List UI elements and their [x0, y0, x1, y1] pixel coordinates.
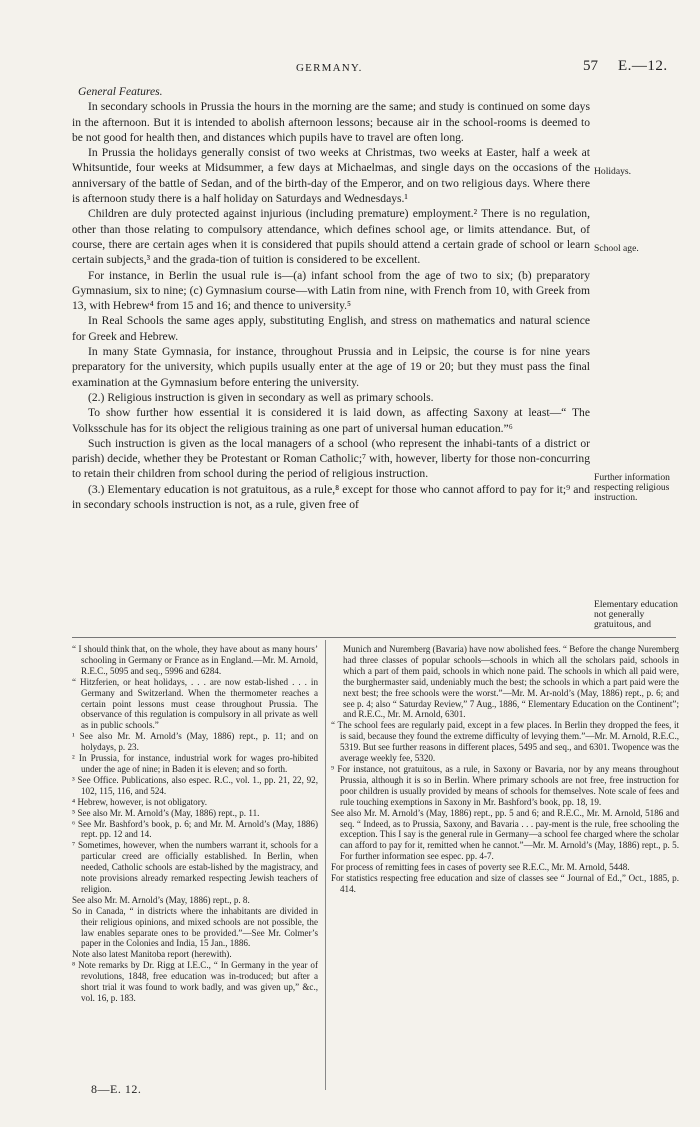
footnote: ² In Prussia, for instance, industrial work for wages pro-hibited under the age of nine; in Baden it is eleven; and so forth. — [72, 753, 318, 774]
margin-note-elementary: Elementary education not generally gratuitous, and — [594, 599, 678, 630]
margin-note-holidays: Holidays. — [594, 166, 632, 177]
footnote: For process of remitting fees in cases of poverty see R.E.C., Mr. M. Arnold, 5448. — [331, 862, 630, 873]
footnote-continued: Munich and Nuremberg (Bavaria) have now abolished fees. “ Before the change Nuremberg had three classes of popular schools—schools in which all the scholars paid, schools in which a part of them paid, schools in which none paid. The schools in which all paid were, the burghermaster said, undeniably much the best; the schools in which a part paid were the next best; the free schools were the worst.”—Mr. M. Ar-nold’s (May, 1886) rept., p. 6; and see p. 4; also “ Saturday Review,” 7 Aug., 1886, “ Elementary Education on the Continent”; and R.E.C., Mr. M. Arnold, 6301. — [343, 644, 679, 720]
footnote: ⁶ See Mr. Bashford’s book, p. 6; and Mr. M. Arnold’s (May, 1886) rept. pp. 12 and 14. — [72, 818, 318, 840]
footnote: So in Canada, “ in districts where the inhabitants are divided in their religious opinions, and mixed schools are not possible, the law enables separate ones to be provided.”—See Mr. Colmer’s paper in the Colonies and India, 15 Jan., 1886. — [72, 905, 318, 949]
document-reference: E.—12. — [618, 58, 668, 74]
paragraph-school-age: Children are duly protected against injurious (including premature) employment.² There is no regulation, other than those relating to compulsory attendance, which defines school age, or limits attendance. But, of course, there are certain ages when it is considered that pupils should attend a certain grade of school or learn certain subjects,³ and the grada-tion of tuition is considered to be excellent. — [72, 207, 590, 267]
footnote: See also Mr. M. Arnold’s (May, 1886) rept., p. 8. — [72, 894, 250, 905]
margin-note-school-age: School age. — [594, 243, 639, 254]
footnote: ⁸ Note remarks by Dr. Rigg at I.E.C., “ In Germany in the year of revolutions, 1848, free education was in-troduced; but after a short trial it was found to work badly, and was given up,” &c., vol. 16, p. 183. — [72, 960, 318, 1003]
footnote-quote: “ The school fees are regularly paid, except in a few places. In Berlin they dropped the fees, it is said, because they found the extreme difficulty of levying them.”—Mr. M. Arnold, R.E.C., 5319. But see further reasons in different places, 5495 and seq., and 6301. Twopence was the average weekly fee, 5320. — [331, 720, 679, 764]
footnote-divider — [72, 637, 676, 638]
paragraph-gymnasia: In many State Gymnasia, for instance, throughout Prussia and in Leipsic, the course is for nine years preparatory for the university, which pupils usually enter at the age of 19 or 20; but they must pass the final examination at the Gymnasium before entering the university. — [72, 345, 590, 389]
footnote: See also Mr. M. Arnold’s (May, 1886) rept., pp. 5 and 6; and R.E.C., Mr. M. Arnold, 5186 and seq. “ Indeed, as to Prussia, Saxony, and Bavaria . . . pay-ment is the rule, free schooling the exception. This I say is the general rule in Germany—a school fee charged where the scholar can afford to pay for it, remitted when he cannot.”—Mr. M. Arnold’s (May, 1886) rept., p. 5. For further information see espec. pp. 4-7. — [331, 807, 679, 862]
paragraph-berlin-rule: For instance, in Berlin the usual rule is—(a) infant school from the age of two to six; (b) preparatory Gymnasium, six to nine; (c) Gymnasium course—with Latin from nine, with French from 10, with Greek from 13, with Hebrew⁴ from 15 and 16; and thence to university.⁵ — [72, 268, 590, 313]
footnotes-right-column — [331, 644, 679, 895]
paragraph-elementary: (3.) Elementary education is not gratuitous, as a rule,⁸ except for those who cannot afford to pay for it;⁹ and in secondary schools instruction is not, as a rule, given free of — [72, 482, 590, 512]
paragraph-hours: In secondary schools in Prussia the hours in the morning are the same; and study is continued on some days in the afternoon. But it is intended to abolish afternoon lessons; because air in the school-rooms is deemed to be not good for health then, and distances which pupils have to travel are often long. — [72, 100, 590, 144]
footnote: ⁷ Sometimes, however, when the numbers warrant it, schools for a particular creed are officially established. In Berlin, when needed, Catholic schools are estab-lished by the magistracy, and note provisions already remarked respecting Jewish teachers of religion. — [72, 840, 318, 894]
running-head: GERMANY. — [296, 62, 363, 74]
paragraph-saxony: To show further how essential it is considered it is laid down, as affecting Saxony at least—“ The Volksschule has for its object the religious training as one part of universal human education.”⁶ — [72, 406, 590, 435]
footnotes-left-column — [72, 644, 318, 1004]
section-lead: General Features. — [78, 85, 163, 98]
footnote: ³ See Office. Publications, also espec. R.C., vol. 1., pp. 21, 22, 92, 102, 115, 116, and 524. — [72, 774, 318, 796]
footnote: ⁴ Hebrew, however, is not obligatory. — [72, 796, 207, 807]
page-header — [0, 58, 700, 80]
column-divider — [325, 640, 326, 1090]
footnote: Note also latest Manitoba report (herewith). — [72, 949, 232, 960]
margin-note-religious: Further information respecting religious instruction. — [594, 472, 670, 503]
signature-mark: 8—E. 12. — [91, 1082, 142, 1096]
main-text — [72, 84, 590, 512]
footnote: ⁹ For instance, not gratuitous, as a rule, in Saxony or Bavaria, nor by any means throughout Prussia, although it is so in Berlin. Where primary schools are not free, free instruction for poor children is usually provided by means of schools for themselves. Note scale of fees and rule touching exemptions in Saxony in Mr. Bashford’s book, pp. 18, 19. — [331, 763, 679, 807]
paragraph-religious: (2.) Religious instruction is given in secondary as well as primary schools. — [88, 390, 434, 404]
paragraph-holidays: In Prussia the holidays generally consist of two weeks at Christmas, two weeks at Easter, half a week at Whitsuntide, four weeks at Midsummer, a few days at Michaelmas, and single days on the occasions of the anniversary of the battle of Sedan, and of the birth-day of the Emperor, and on two religious days. Where there is afternoon study there is a half holiday on Saturdays and Wednesdays.¹ — [72, 146, 590, 206]
paragraph-managers: Such instruction is given as the local managers of a school (who represent the inhabi-tants of a district or parish) decide, whether they be Protestant or Roman Catholic;⁷ with, however, liberty for those non-concurring to retain their children from school during the period of religious instruction. — [72, 436, 590, 481]
footnote: For statistics respecting free education and size of classes see “ Journal of Ed.,” Oct., 1885, p. 414. — [331, 873, 679, 894]
footnote: ⁵ See also Mr. M. Arnold’s (May, 1886) rept., p. 11. — [72, 807, 260, 818]
page-number: 57 — [583, 58, 598, 74]
footnote-quote: “ Hitzferien, or heat holidays, . . . are now estab-lished . . . in Germany and Switzerland. When the thermometer reaches a certain point lessons must cease throughout Prussia. The observance of this regulation is compulsory in all private as well as in public schools.” — [72, 676, 318, 731]
footnote: ¹ See also Mr. M. Arnold’s (May, 1886) rept., p. 11; and on holydays, p. 23. — [72, 731, 318, 753]
footnote-quote: “ I should think that, on the whole, they have about as many hours’ schooling in Germany or France as in England.—Mr. M. Arnold, R.E.C., 5095 and seq., 5996 and 6284. — [72, 644, 318, 676]
paragraph-real-schools: In Real Schools the same ages apply, substituting English, and stress on mathematics and natural science for Greek and Hebrew. — [72, 314, 590, 343]
